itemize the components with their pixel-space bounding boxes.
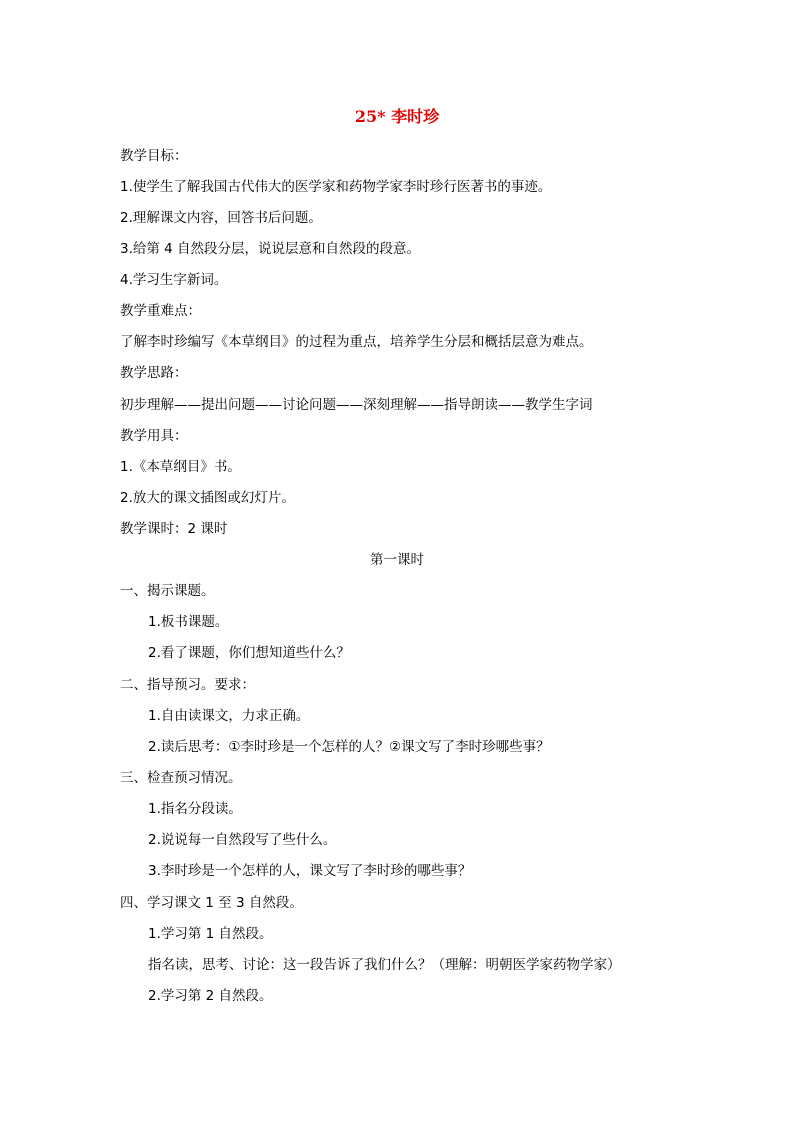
list-item: 1.《本草纲目》书。 xyxy=(120,459,241,475)
list-item: 4.学习生字新词。 xyxy=(120,272,228,288)
list-item: 2.说说每一自然段写了些什么。 xyxy=(148,832,337,848)
paragraph: 指名读，思考、讨论：这一段告诉了我们什么？（理解：明朝医学家药物学家） xyxy=(148,957,621,973)
list-item: 3.李时珍是一个怎样的人，课文写了李时珍的哪些事？ xyxy=(148,863,472,879)
section-heading: 四、学习课文 1 至 3 自然段。 xyxy=(120,895,303,911)
document-title: 25* 李时珍 xyxy=(354,107,440,126)
list-item: 2.学习第 2 自然段。 xyxy=(148,988,273,1004)
section-heading: 教学思路： xyxy=(120,365,188,381)
lesson-heading: 第一课时 xyxy=(370,552,424,568)
list-item: 1.学习第 1 自然段。 xyxy=(148,926,273,942)
list-item: 3.给第 4 自然段分层，说说层意和自然段的段意。 xyxy=(120,241,421,257)
list-item: 1.自由读课文，力求正确。 xyxy=(148,708,310,724)
list-item: 1.使学生了解我国古代伟大的医学家和药物学家李时珍行医著书的事迹。 xyxy=(120,179,552,195)
list-item: 2.读后思考：①李时珍是一个怎样的人？②课文写了李时珍哪些事？ xyxy=(148,739,550,755)
section-heading: 教学目标： xyxy=(120,148,188,164)
section-heading: 教学重难点： xyxy=(120,303,201,319)
list-item: 1.指名分段读。 xyxy=(148,801,242,817)
section-heading: 二、指导预习。要求： xyxy=(120,677,255,693)
list-item: 2.看了课题，你们想知道些什么？ xyxy=(148,645,350,661)
list-item: 2.放大的课文插图或幻灯片。 xyxy=(120,490,295,506)
paragraph: 了解李时珍编写《本草纲目》的过程为重点，培养学生分层和概括层意为难点。 xyxy=(120,334,593,350)
list-item: 1.板书课题。 xyxy=(148,614,229,630)
list-item: 2.理解课文内容，回答书后问题。 xyxy=(120,210,322,226)
section-heading: 三、检查预习情况。 xyxy=(120,770,242,786)
section-heading: 一、揭示课题。 xyxy=(120,583,215,599)
section-heading: 教学课时：2 课时 xyxy=(120,521,228,537)
section-heading: 教学用具： xyxy=(120,428,188,444)
paragraph: 初步理解——提出问题——讨论问题——深刻理解——指导朗读——教学生字词 xyxy=(120,397,593,413)
